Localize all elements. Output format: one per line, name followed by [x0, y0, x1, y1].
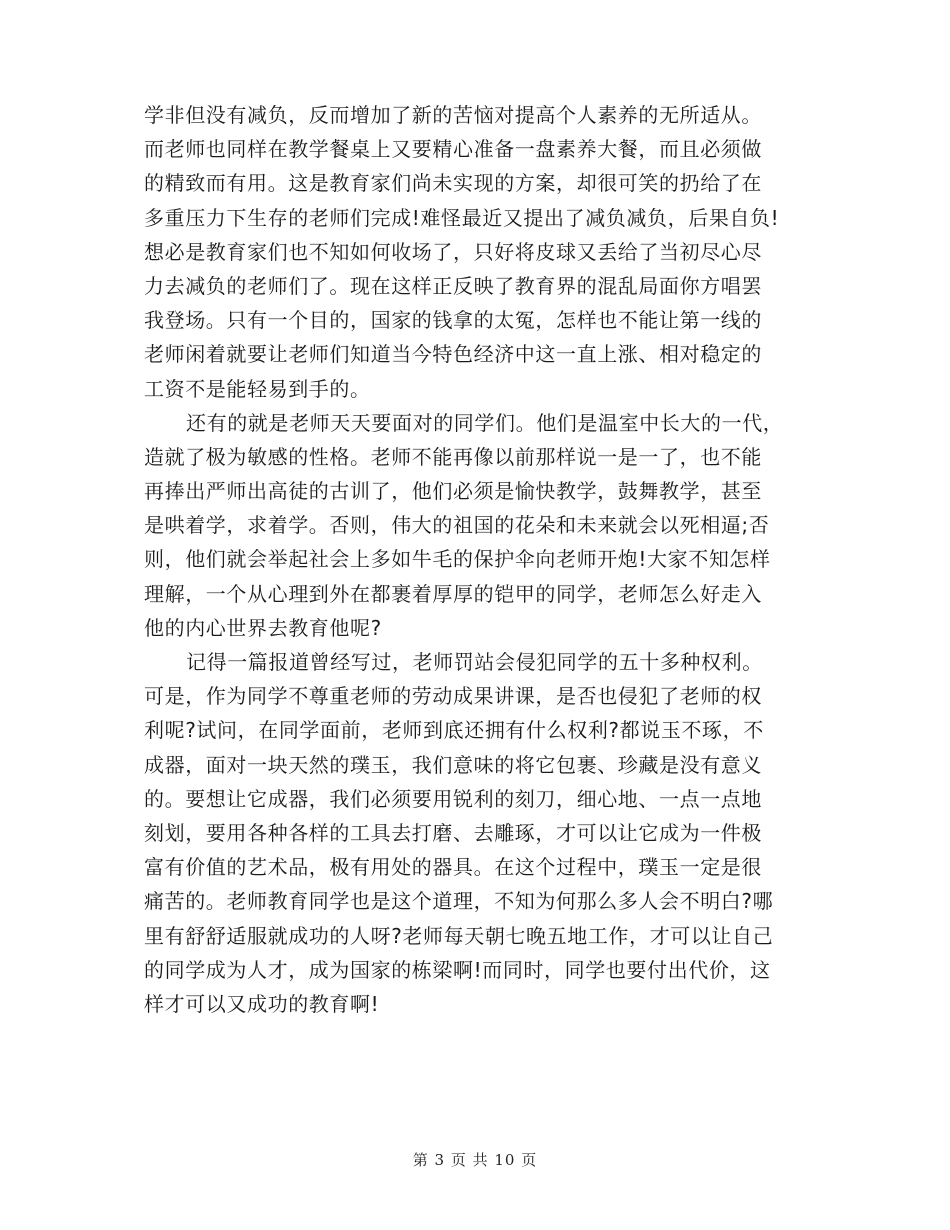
- text-line: 想必是教育家们也不知如何收场了，只好将皮球又丢给了当初尽心尽: [144, 239, 762, 264]
- text-line: 富有价值的艺术品，极有用处的器具。在这个过程中，璞玉一定是很: [144, 855, 762, 880]
- text-line: 是哄着学，求着学。否则，伟大的祖国的花朵和未来就会以死相逼;否: [144, 513, 770, 538]
- paragraph: [144, 645, 804, 1021]
- text-line: 可是，作为同学不尊重老师的劳动成果讲课，是否也侵犯了老师的权: [144, 684, 762, 709]
- text-line: 利呢?试问，在同学面前，老师到底还拥有什么权利?都说玉不琢，不: [144, 718, 764, 743]
- text-line: 样才可以又成功的教育啊!: [144, 991, 380, 1016]
- text-line: 理解，一个从心理到外在都裹着厚厚的铠甲的同学，老师怎么好走入: [144, 581, 762, 606]
- text-line: 刻划，要用各种各样的工具去打磨、去雕琢，才可以让它成为一件极: [144, 820, 762, 845]
- text-line: 造就了极为敏感的性格。老师不能再像以前那样说一是一了，也不能: [144, 444, 762, 469]
- text-line: 痛苦的。老师教育同学也是这个道理，不知为何那么多人会不明白?哪: [144, 889, 774, 914]
- text-line: 还有的就是老师天天要面对的同学们。他们是温室中长大的一代，: [186, 410, 784, 435]
- text-line: 而老师也同样在教学餐桌上又要精心准备一盘素养大餐，而且必须做: [144, 137, 762, 162]
- text-line: 他的内心世界去教育他呢?: [144, 615, 382, 640]
- document-body: [144, 98, 804, 1021]
- text-line: 的精致而有用。这是教育家们尚未实现的方案，却很可笑的扔给了在: [144, 171, 762, 196]
- text-line: 里有舒舒适服就成功的人呀?老师每天朝七晚五地工作，才可以让自己: [144, 923, 774, 948]
- text-line: 再捧出严师出高徒的古训了，他们必须是愉快教学，鼓舞教学，甚至: [144, 479, 762, 504]
- text-line: 我登场。只有一个目的，国家的钱拿的太冤，怎样也不能让第一线的: [144, 308, 762, 333]
- page-number-footer: 第 3 页 共 10 页: [412, 1151, 538, 1169]
- text-line: 多重压力下生存的老师们完成!难怪最近又提出了减负减负，后果自负!: [144, 205, 780, 230]
- text-line: 的同学成为人才，成为国家的栋梁啊!而同时，同学也要付出代价，这: [144, 957, 771, 982]
- text-line: 学非但没有减负，反而增加了新的苦恼对提高个人素养的无所适从。: [144, 103, 762, 127]
- text-line: 记得一篇报道曾经写过，老师罚站会侵犯同学的五十多种权利。: [186, 650, 763, 674]
- text-line: 的。要想让它成器，我们必须要用锐利的刻刀，细心地、一点一点地: [144, 786, 762, 811]
- text-line: 工资不是能轻易到手的。: [144, 376, 371, 401]
- paragraph: [144, 406, 804, 645]
- text-line: 成器，面对一块天然的璞玉，我们意味的将它包裹、珍藏是没有意义: [144, 752, 762, 777]
- text-line: 老师闲着就要让老师们知道当今特色经济中这一直上涨、相对稳定的: [144, 342, 762, 367]
- text-line: 则，他们就会举起社会上多如牛毛的保护伞向老师开炮!大家不知怎样: [144, 547, 771, 572]
- paragraph: [144, 98, 804, 406]
- text-line: 力去减负的老师们了。现在这样正反映了教育界的混乱局面你方唱罢: [144, 273, 762, 298]
